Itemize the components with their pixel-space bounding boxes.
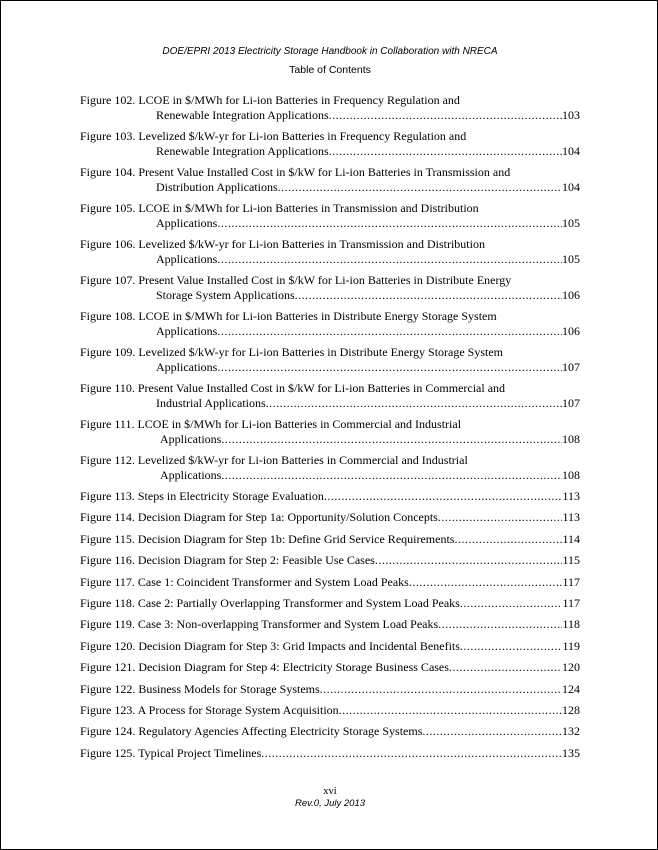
dot-leader	[278, 180, 562, 195]
toc-entry-title: Figure 125. Typical Project Timelines	[80, 745, 262, 760]
dot-leader	[460, 639, 563, 654]
toc-entry-page: 106	[562, 288, 580, 302]
toc-entry-page: 105	[562, 216, 580, 230]
toc-entry-title: Applications	[160, 432, 222, 446]
toc-entry-page: 113	[562, 510, 580, 525]
toc-entry-page: 114	[562, 531, 580, 546]
toc-entry-page: 104	[562, 180, 580, 194]
toc-entry-title: Figure 112. Levelized $/kW-yr for Li-ion Batteries in Commercial and Industrial	[80, 453, 468, 467]
toc-entry[interactable]	[80, 510, 580, 525]
dot-leader	[217, 252, 562, 267]
toc-entry-title: Figure 113. Steps in Electricity Storage Evaluation	[80, 489, 324, 503]
toc-entry-title: Figure 115. Decision Diagram for Step 1b: Define Grid Service Requirements	[80, 531, 455, 546]
toc-entry-title: Applications	[156, 360, 218, 374]
toc-entry-title: Figure 111. LCOE in $/MWh for Li-ion Batteries in Commercial and Industrial	[80, 417, 462, 431]
toc-entry-title: Figure 103. Levelized $/kW-yr for Li-ion Batteries in Frequency Regulation and	[80, 129, 467, 143]
toc-entry-page: 108	[562, 432, 580, 446]
dot-leader	[217, 216, 562, 231]
toc-entry-page: 128	[562, 702, 580, 717]
toc-entry-title: Figure 106. Levelized $/kW-yr for Li-ion Batteries in Transmission and Distribution	[80, 237, 485, 251]
toc-entry-title: Figure 104. Present Value Installed Cost in $/kW for Li-ion Batteries in Transmission and	[80, 165, 511, 179]
toc-entry[interactable]	[80, 309, 580, 339]
toc-entry-title: Applications	[156, 324, 218, 338]
toc-entry[interactable]	[80, 345, 580, 375]
toc-entry-title: Figure 122. Business Models for Storage Systems	[80, 681, 320, 696]
toc-entry-title: Renewable Integration Applications	[156, 144, 329, 158]
toc-entry-title: Figure 105. LCOE in $/MWh for Li-ion Batteries in Transmission and Distribution	[80, 201, 479, 215]
dot-leader	[324, 489, 563, 504]
toc-entry-page: 119	[562, 638, 580, 653]
dot-leader	[221, 432, 562, 447]
dot-leader	[221, 468, 562, 483]
toc-entry-page: 103	[562, 108, 580, 122]
dot-leader	[266, 396, 562, 411]
dot-leader	[329, 108, 562, 123]
toc-entry-title: Figure 114. Decision Diagram for Step 1a: Opportunity/Solution Concepts	[80, 510, 438, 525]
toc-entry-page: 124	[562, 681, 580, 696]
dot-leader	[339, 703, 562, 718]
toc-entry-page: 118	[562, 617, 580, 632]
toc-entry-page: 117	[562, 595, 580, 610]
toc-entry[interactable]	[80, 703, 580, 718]
dot-leader	[409, 575, 563, 590]
toc-entry-page: 132	[562, 724, 580, 739]
toc-entry[interactable]	[80, 129, 580, 159]
toc-entry-page: 113	[562, 489, 580, 503]
toc-entry-title: Storage System Applications	[156, 288, 295, 302]
toc-entry-title: Figure 124. Regulatory Agencies Affecting Electricity Storage Systems	[80, 724, 423, 739]
toc-entry[interactable]	[80, 660, 580, 675]
toc-entry-page: 105	[562, 252, 580, 266]
dot-leader	[454, 532, 562, 547]
toc-entry[interactable]	[80, 273, 580, 303]
toc-entry[interactable]	[80, 596, 580, 611]
toc-entry-title: Figure 110. Present Value Installed Cost in $/kW for Li-ion Batteries in Commercial and	[80, 381, 506, 395]
toc-entry-title: Renewable Integration Applications	[156, 108, 329, 122]
toc-entry-title: Figure 120. Decision Diagram for Step 3: Grid Impacts and Incidental Benefits	[80, 638, 460, 653]
toc-entry-title: Figure 118. Case 2: Partially Overlapping Transformer and System Load Peaks	[80, 595, 460, 610]
toc-entry[interactable]	[80, 93, 580, 123]
toc-entry[interactable]	[80, 682, 580, 697]
toc-entry-title: Figure 117. Case 1: Coincident Transformer and System Load Peaks	[80, 574, 409, 589]
toc-entry-title: Figure 107. Present Value Installed Cost in $/kW for Li-ion Batteries in Distribute Energy	[80, 273, 512, 287]
page-number: xvi	[323, 786, 337, 797]
toc-entry[interactable]	[80, 201, 580, 231]
toc-entry-page: 117	[562, 574, 580, 589]
dot-leader	[375, 553, 563, 568]
toc-entry-title: Figure 116. Decision Diagram for Step 2: Feasible Use Cases	[80, 553, 375, 568]
dot-leader	[449, 660, 562, 675]
toc-entry-title: Industrial Applications	[156, 396, 266, 410]
toc-entry-page: 115	[562, 553, 580, 568]
toc-entry[interactable]	[80, 639, 580, 654]
toc-entry[interactable]	[80, 381, 580, 411]
toc-entry-page: 108	[562, 468, 580, 482]
toc-entry-title: Figure 109. Levelized $/kW-yr for Li-ion Batteries in Distribute Energy Storage System	[80, 345, 504, 359]
toc-entry-page: 106	[562, 324, 580, 338]
toc-entry[interactable]	[80, 417, 580, 447]
toc-entry-page: 104	[562, 144, 580, 158]
dot-leader	[217, 324, 562, 339]
toc-entry-page: 107	[562, 360, 580, 374]
dot-leader	[295, 288, 562, 303]
toc-entry-title: Figure 102. LCOE in $/MWh for Li-ion Batteries in Frequency Regulation and	[80, 93, 460, 107]
list-of-figures	[80, 93, 580, 767]
toc-entry[interactable]	[80, 237, 580, 267]
toc-entry-title: Figure 108. LCOE in $/MWh for Li-ion Batteries in Distribute Energy Storage System	[80, 309, 497, 323]
toc-entry[interactable]	[80, 617, 580, 632]
toc-entry[interactable]	[80, 553, 580, 568]
dot-leader	[438, 617, 562, 632]
toc-entry[interactable]	[80, 746, 580, 761]
toc-entry-title: Figure 123. A Process for Storage System Acquisition	[80, 702, 339, 717]
dot-leader	[320, 682, 562, 697]
dot-leader	[438, 510, 563, 525]
toc-entry-title: Figure 121. Decision Diagram for Step 4: Electricity Storage Business Cases	[80, 660, 449, 675]
dot-leader	[422, 724, 562, 739]
toc-entry[interactable]	[80, 453, 580, 483]
toc-entry[interactable]	[80, 165, 580, 195]
toc-entry[interactable]	[80, 489, 580, 504]
revision-note: Rev.0, July 2013	[294, 798, 366, 809]
running-header: DOE/EPRI 2013 Electricity Storage Handbook in Collaboration with NRECA	[162, 46, 498, 57]
toc-entry-title: Applications	[160, 468, 222, 482]
dot-leader	[217, 360, 562, 375]
toc-entry[interactable]	[80, 724, 580, 739]
toc-entry-title: Applications	[156, 216, 218, 230]
toc-entry-page: 135	[562, 745, 580, 760]
toc-entry[interactable]	[80, 575, 580, 590]
toc-entry-page: 107	[562, 396, 580, 410]
dot-leader	[460, 596, 563, 611]
toc-entry-title: Distribution Applications	[156, 180, 278, 194]
dot-leader	[261, 746, 562, 761]
toc-entry[interactable]	[80, 532, 580, 547]
toc-entry-title: Applications	[156, 252, 218, 266]
dot-leader	[329, 144, 562, 159]
toc-entry-title: Figure 119. Case 3: Non-overlapping Transformer and System Load Peaks	[80, 617, 439, 632]
toc-entry-page: 120	[562, 660, 580, 675]
section-title: Table of Contents	[289, 64, 371, 76]
